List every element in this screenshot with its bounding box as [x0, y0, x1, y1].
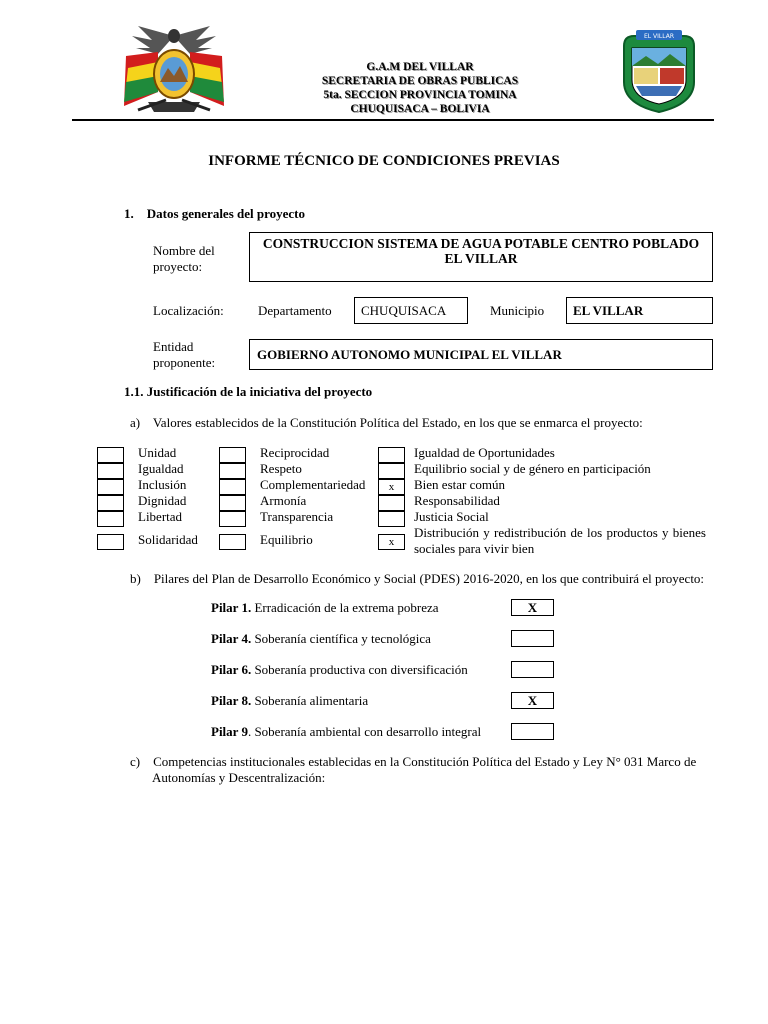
value-label: Armonía	[260, 493, 307, 508]
value-checkbox[interactable]	[97, 495, 124, 511]
value-checkbox[interactable]	[378, 511, 405, 527]
value-label: Inclusión	[138, 477, 187, 492]
pilar-number: Pilar 8.	[211, 693, 252, 708]
section-1-heading: 1. Datos generales del proyecto	[124, 206, 306, 221]
value-label: Equilibrio social y de género en participación	[414, 461, 651, 476]
value-label: Igualdad de Oportunidades	[414, 445, 555, 460]
pilar-item	[211, 600, 439, 616]
municipio-field[interactable]	[566, 297, 713, 324]
value-label: Responsabilidad	[414, 493, 500, 508]
value-label: Respeto	[260, 461, 302, 476]
pilar-item	[211, 631, 431, 647]
bolivia-coat-of-arms-icon	[118, 22, 230, 118]
value-checkbox[interactable]	[97, 463, 124, 479]
pilar-text: Soberanía alimentaria	[251, 693, 369, 708]
value-checkbox[interactable]: x	[378, 534, 405, 550]
value-checkbox[interactable]	[219, 447, 246, 463]
el-villar-shield-icon	[620, 26, 698, 114]
pilar-checkbox[interactable]	[511, 630, 554, 647]
municipio-label: Municipio	[490, 303, 545, 318]
pilar-item	[211, 662, 468, 678]
institution-header	[260, 60, 580, 116]
value-checkbox[interactable]	[378, 463, 405, 479]
value-checkbox[interactable]	[219, 534, 246, 550]
header-line-2: SECRETARIA DE OBRAS PUBLICAS	[321, 75, 519, 87]
nombre-value-line-2: EL VILLAR	[444, 251, 518, 266]
pilar-checkbox[interactable]: X	[511, 599, 554, 616]
value-label: Distribución y redistribución de los productos y bienes	[414, 525, 706, 540]
pilar-checkbox[interactable]	[511, 723, 554, 740]
item-c-text-line-2: Autonomías y Descentralización:	[152, 770, 326, 785]
value-label: Equilibrio	[260, 532, 313, 547]
nombre-field[interactable]	[249, 232, 713, 282]
value-checkbox[interactable]: x	[378, 479, 405, 495]
departamento-value: CHUQUISACA	[361, 303, 447, 318]
header-line-1: G.A.M DEL VILLAR	[366, 61, 474, 73]
item-c-text-line-1: c) Competencias institucionales establecidas en la Constitución Política del Estado y Ley N° 031 Marco de	[130, 754, 697, 769]
value-checkbox[interactable]	[97, 511, 124, 527]
pilar-number: Pilar 6.	[211, 662, 252, 677]
pilar-checkbox[interactable]: X	[511, 692, 554, 709]
pilar-text: Erradicación de la extrema pobreza	[251, 600, 439, 615]
value-label-continuation: sociales para vivir bien	[414, 541, 535, 556]
municipio-value: EL VILLAR	[573, 303, 644, 318]
value-checkbox[interactable]	[97, 479, 124, 495]
value-label: Complementariedad	[260, 477, 366, 492]
page-title: INFORME TÉCNICO DE CONDICIONES PREVIAS	[208, 153, 560, 169]
value-checkbox[interactable]	[219, 511, 246, 527]
section-1-1-heading: 1.1. Justificación de la iniciativa del proyecto	[124, 384, 373, 399]
value-checkbox[interactable]	[97, 534, 124, 550]
pilar-item	[211, 724, 481, 740]
value-label: Dignidad	[138, 493, 187, 508]
pilar-text: Soberanía productiva con diversificación	[251, 662, 468, 677]
value-label: Unidad	[138, 445, 177, 460]
departamento-label: Departamento	[258, 303, 332, 318]
value-checkbox[interactable]	[378, 447, 405, 463]
value-checkbox[interactable]	[378, 495, 405, 511]
value-label: Bien estar común	[414, 477, 505, 492]
value-label: Transparencia	[260, 509, 334, 524]
entidad-label-1: Entidad	[153, 339, 194, 354]
pilar-item	[211, 693, 368, 709]
departamento-field[interactable]	[354, 297, 468, 324]
value-label: Igualdad	[138, 461, 184, 476]
pilar-checkbox[interactable]	[511, 661, 554, 678]
item-b-text: b) Pilares del Plan de Desarrollo Económico y Social (PDES) 2016-2020, en los que contribuirá el proyecto:	[130, 571, 705, 586]
value-checkbox[interactable]	[97, 447, 124, 463]
nombre-label-1: Nombre del	[153, 243, 215, 258]
value-label: Libertad	[138, 509, 183, 524]
value-checkbox[interactable]	[219, 495, 246, 511]
pilar-number: Pilar 1.	[211, 600, 252, 615]
entidad-field[interactable]	[249, 339, 713, 370]
pilar-number: Pilar 9	[211, 724, 248, 739]
header-divider	[72, 119, 714, 121]
pilar-text: Soberanía científica y tecnológica	[251, 631, 431, 646]
nombre-value-line-1: CONSTRUCCION SISTEMA DE AGUA POTABLE CENTRO POBLADO	[262, 236, 700, 251]
entidad-value: GOBIERNO AUTONOMO MUNICIPAL EL VILLAR	[257, 347, 562, 362]
value-label: Justicia Social	[414, 509, 489, 524]
item-a-text: a) Valores establecidos de la Constitución Política del Estado, en los que se enmarca el proyecto:	[130, 415, 643, 430]
entidad-label-2: proponente:	[153, 355, 216, 370]
value-label: Reciprocidad	[260, 445, 330, 460]
localizacion-label: Localización:	[153, 303, 224, 318]
value-checkbox[interactable]	[219, 463, 246, 479]
pilar-text: . Soberanía ambiental con desarrollo integral	[247, 724, 482, 739]
svg-text:EL VILLAR: EL VILLAR	[643, 33, 675, 40]
pilar-number: Pilar 4.	[211, 631, 252, 646]
nombre-label-2: proyecto:	[153, 259, 203, 274]
value-label: Solidaridad	[138, 532, 198, 547]
header-line-4: CHUQUISACA – BOLIVIA	[350, 103, 490, 115]
value-checkbox[interactable]	[219, 479, 246, 495]
header-line-3: 5ta. SECCION PROVINCIA TOMINA	[323, 89, 517, 101]
